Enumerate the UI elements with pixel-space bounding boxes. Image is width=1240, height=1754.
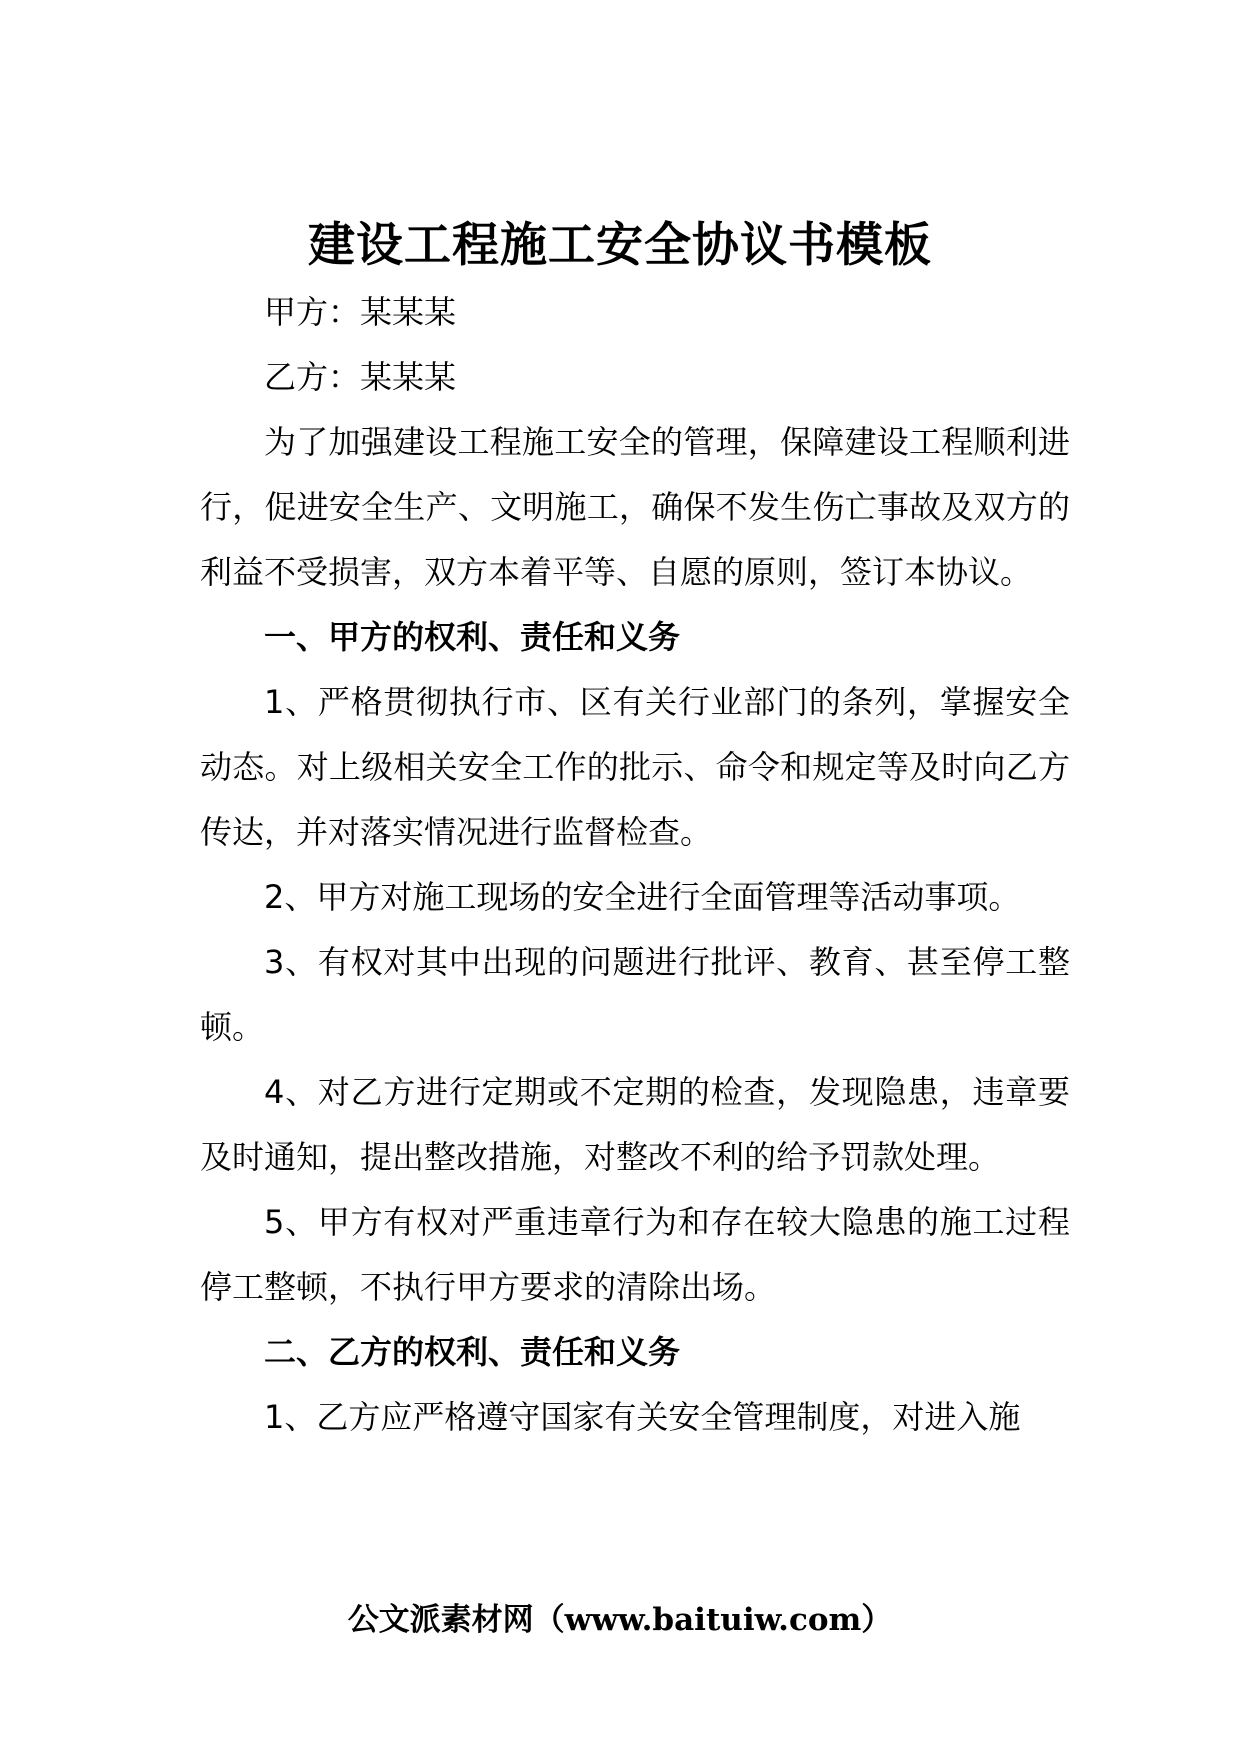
section-heading: 一、甲方的权利、责任和义务 bbox=[264, 618, 681, 656]
clause-paragraph: 2、甲方对施工现场的安全进行全面管理等活动事项。 bbox=[264, 878, 1021, 916]
source-footer: 公文派素材网（www.baituiw.com） bbox=[347, 1602, 893, 1638]
intro-paragraph: 为了加强建设工程施工安全的管理，保障建设工程顺利进行，促进安全生产、文明施工，确保不发生伤亡事故及双方的利益不受损害，双方本着平等、自愿的原则，签订本协议。 bbox=[200, 423, 1070, 591]
clause-paragraph: 5、甲方有权对严重违章行为和存在较大隐患的施工过程停工整顿，不执行甲方要求的清除出场。 bbox=[200, 1203, 1070, 1306]
document-title: 建设工程施工安全协议书模板 bbox=[308, 218, 932, 273]
clause-paragraph: 1、乙方应严格遵守国家有关安全管理制度，对进入施 bbox=[264, 1398, 1021, 1436]
clause-paragraph: 1、严格贯彻执行市、区有关行业部门的条列，掌握安全动态。对上级相关安全工作的批示、命令和规定等及时向乙方传达，并对落实情况进行监督检查。 bbox=[200, 683, 1070, 851]
party-b-line: 乙方：某某某 bbox=[264, 358, 457, 396]
clause-paragraph: 3、有权对其中出现的问题进行批评、教育、甚至停工整顿。 bbox=[200, 943, 1070, 1046]
party-a-line: 甲方：某某某 bbox=[264, 293, 457, 331]
section-heading: 二、乙方的权利、责任和义务 bbox=[264, 1333, 681, 1371]
clause-paragraph: 4、对乙方进行定期或不定期的检查，发现隐患，违章要及时通知，提出整改措施，对整改不利的给予罚款处理。 bbox=[200, 1073, 1070, 1176]
document-body bbox=[200, 280, 1070, 1450]
